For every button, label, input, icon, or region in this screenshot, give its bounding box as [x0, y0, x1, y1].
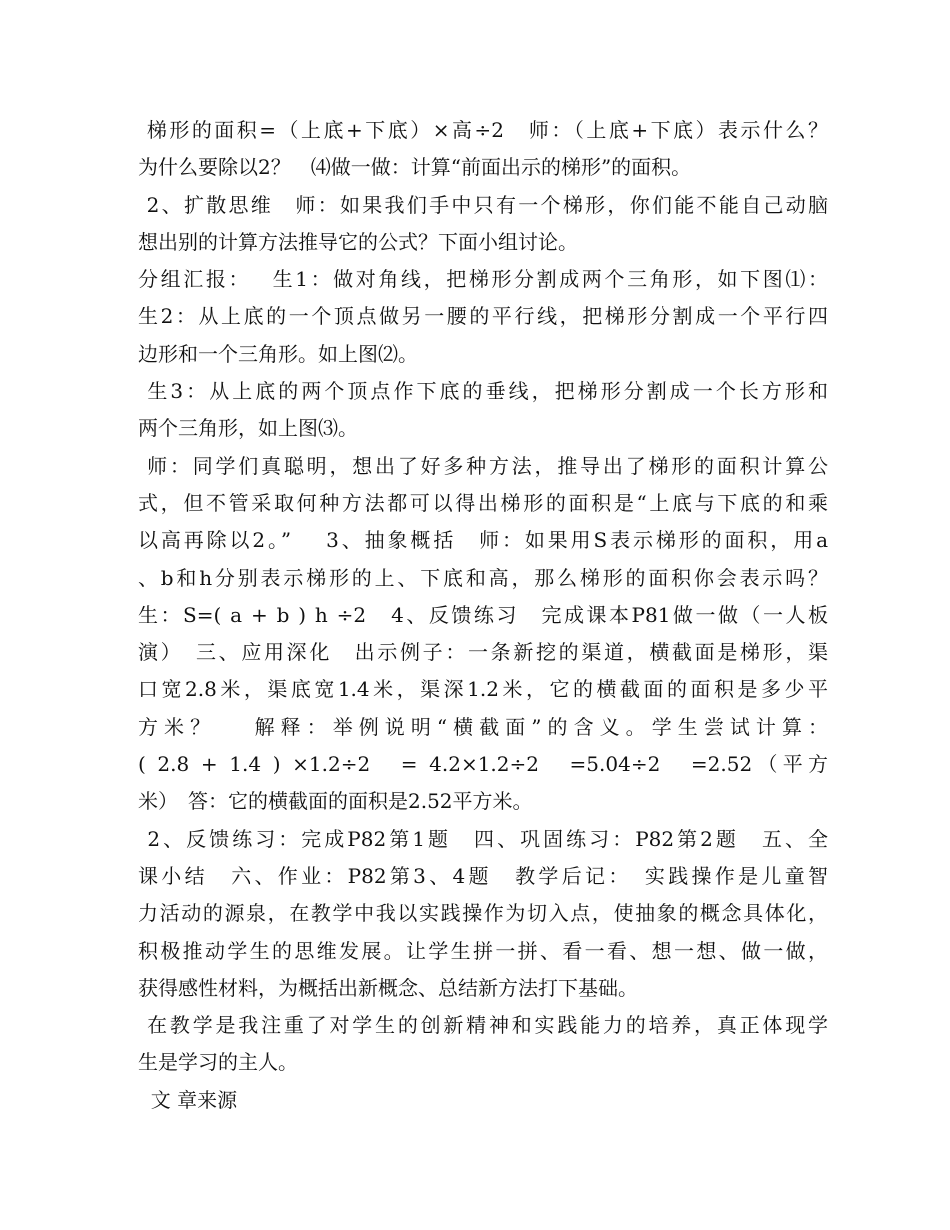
text-line: 获得感性材料，为概括出新概念、总结新方法打下基础。 [138, 975, 638, 1000]
text-line: 文 章来源 [138, 1087, 238, 1112]
text-line: 式，但不管采取何种方法都可以得出梯形的面积是“上底与下底的和乘 [138, 490, 828, 515]
text-line: 生：S=( a + b ) h ÷2 4、反馈练习 完成课本P81做一做（一人板 [138, 602, 828, 627]
text-line: 方米？ 解释：举例说明“横截面”的含义。学生尝试计算： [138, 714, 828, 739]
text-line: 边形和一个三角形。如上图⑵。 [138, 341, 418, 366]
text-line: 生3：从上底的两个顶点作下底的垂线，把梯形分割成一个长方形和 [138, 379, 828, 404]
text-line: 课小结 六、作业：P82第3、4题 教学后记： 实践操作是儿童智 [138, 863, 828, 888]
text-line: 师：同学们真聪明，想出了好多种方法，推导出了梯形的面积计算公 [138, 453, 828, 478]
text-line: 积极推动学生的思维发展。让学生拼一拼、看一看、想一想、做一做， [138, 938, 828, 963]
text-line: 口宽2.8米，渠底宽1.4米，渠深1.2米，它的横截面的面积是多少平 [138, 677, 828, 702]
text-line: 为什么要除以2？ ⑷做一做：计算“前面出示的梯形”的面积。 [138, 155, 692, 180]
text-line: 在教学是我注重了对学生的创新精神和实践能力的培养，真正体现学 [138, 1013, 828, 1038]
text-line: 想出别的计算方法推导它的公式？下面小组讨论。 [138, 229, 578, 254]
text-line: 2、扩散思维 师：如果我们手中只有一个梯形，你们能不能自己动脑 [138, 192, 828, 217]
text-line: 力活动的源泉，在教学中我以实践操作为切入点，使抽象的概念具体化， [138, 901, 828, 926]
text-line: 以高再除以2。” 3、抽象概括 师：如果用S表示梯形的面积，用a [138, 528, 828, 553]
text-line: 、b和h分别表示梯形的上、下底和高，那么梯形的面积你会表示吗？ [138, 565, 828, 590]
text-line: 米） 答：它的横截面的面积是2.52平方米。 [138, 789, 533, 814]
text-line: 演） 三、应用深化 出示例子：一条新挖的渠道，横截面是梯形，渠 [138, 640, 828, 665]
text-line: 两个三角形，如上图⑶。 [138, 416, 358, 441]
text-line: 生是学习的主人。 [138, 1050, 298, 1075]
text-line: 生2：从上底的一个顶点做另一腰的平行线，把梯形分割成一个平行四 [138, 304, 828, 329]
text-line: 分组汇报： 生1：做对角线，把梯形分割成两个三角形，如下图⑴： [138, 267, 828, 292]
document-body [138, 112, 828, 1119]
text-line: 梯形的面积=（上底+下底）×高÷2 师：（上底+下底）表示什么？ [138, 118, 828, 142]
text-line: ( 2.8 + 1.4 ) ×1.2÷2 = 4.2×1.2÷2 =5.04÷2 =2.52（平方 [138, 752, 828, 777]
text-line: 2、反馈练习：完成P82第1题 四、巩固练习：P82第2题 五、全 [138, 826, 828, 851]
